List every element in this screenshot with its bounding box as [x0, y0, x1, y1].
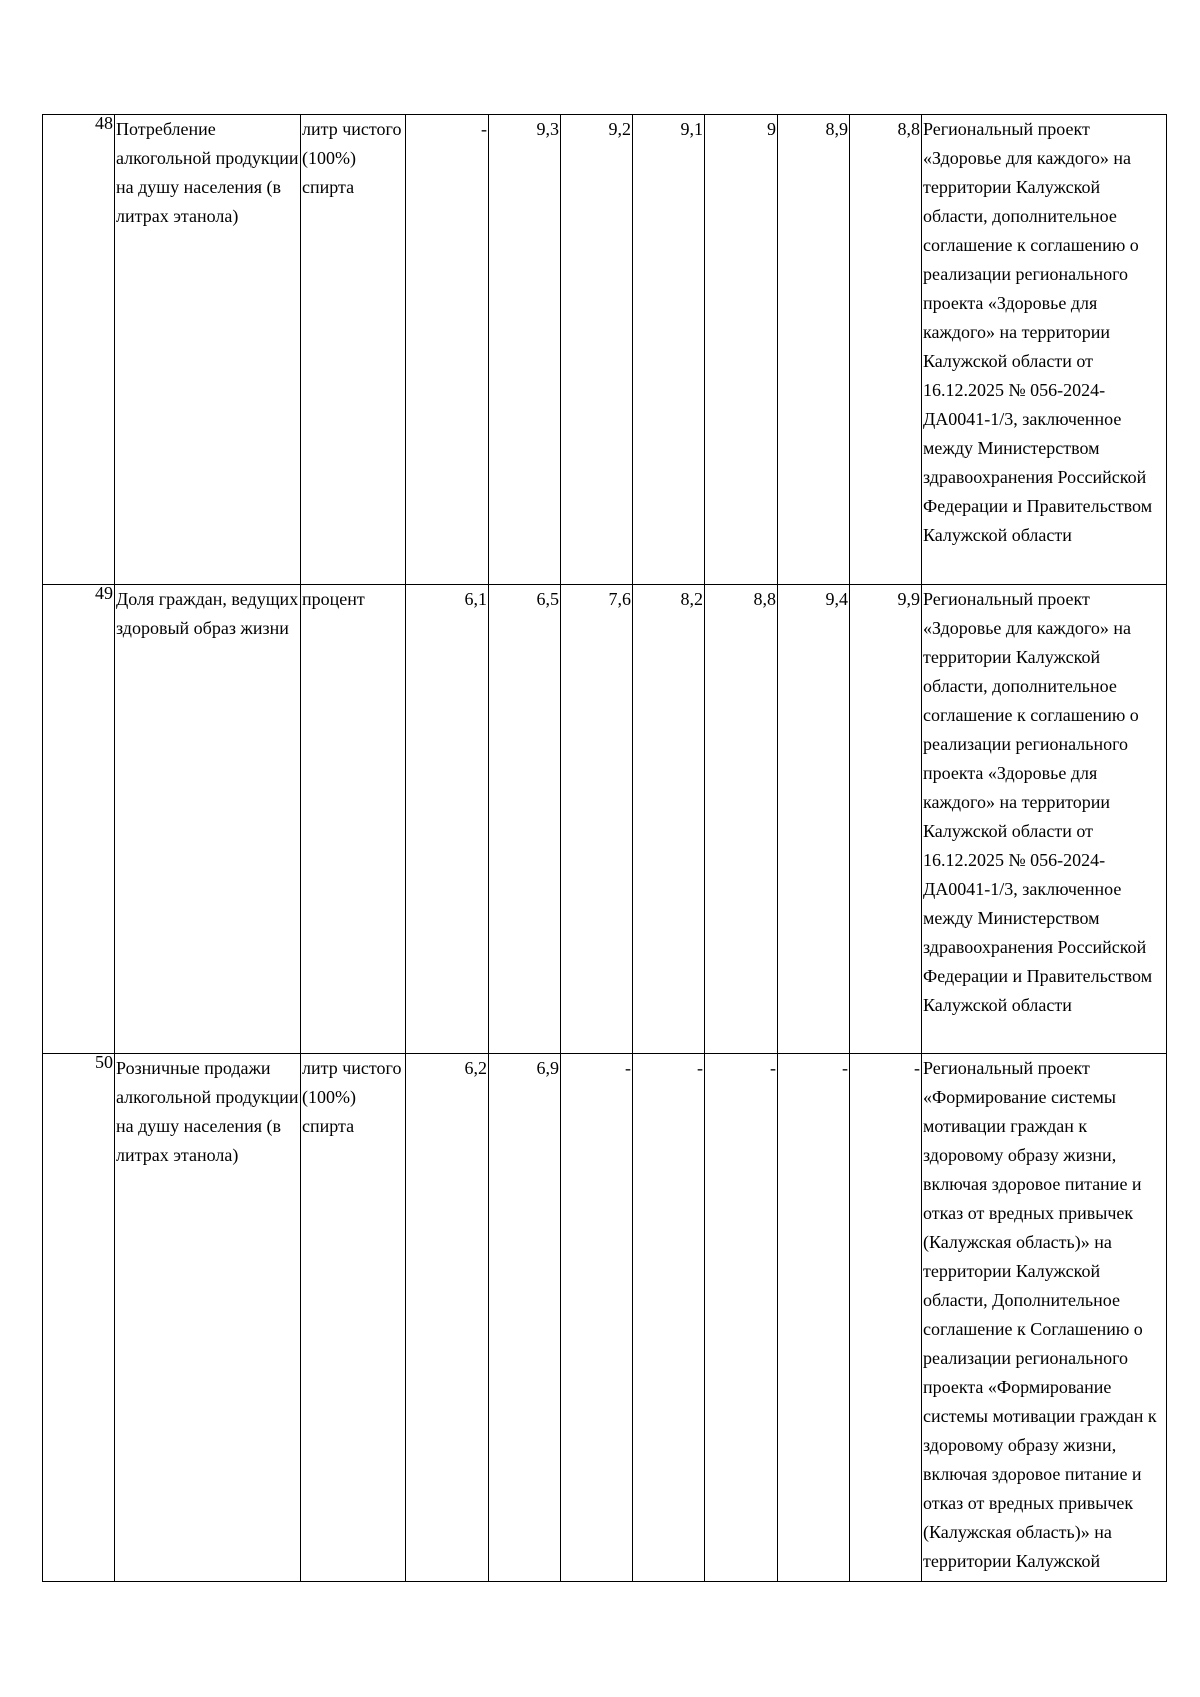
table-row: [43, 585, 1167, 1054]
source-cell: Региональный проект «Здоровье для каждого» на территории Калужской области, дополнительное соглашение к соглашению о реализации регионального проекта «Здоровье для каждого» на территории Калужской области от 16.12.2025 № 056-2024-ДА0041-1/3, заключенное между Министерством здравоохранения Российской Федерации и Правительством Калужской области: [922, 115, 1167, 585]
value-cell: 8,8: [850, 115, 922, 585]
value-cell: 9: [705, 115, 778, 585]
value-cell: -: [705, 1054, 778, 1582]
value-cell: 8,8: [705, 585, 778, 1054]
value-cell: 9,3: [489, 115, 561, 585]
value-cell: 9,9: [850, 585, 922, 1054]
value-cell: 8,9: [778, 115, 850, 585]
value-cell: 9,1: [633, 115, 705, 585]
value-cell: -: [561, 1054, 633, 1582]
value-cell: 9,2: [561, 115, 633, 585]
value-cell: -: [778, 1054, 850, 1582]
row-number: 48: [43, 115, 115, 585]
value-cell: 7,6: [561, 585, 633, 1054]
value-cell: 9,4: [778, 585, 850, 1054]
indicators-table: [42, 114, 1167, 1582]
value-cell: 6,5: [489, 585, 561, 1054]
unit-cell: литр чистого (100%) спирта: [301, 115, 406, 585]
value-cell: -: [406, 115, 489, 585]
row-number: 49: [43, 585, 115, 1054]
value-cell: 6,1: [406, 585, 489, 1054]
value-cell: -: [633, 1054, 705, 1582]
indicator-name: Потребление алкогольной продукции на душу населения (в литрах этанола): [115, 115, 301, 585]
row-number: 50: [43, 1054, 115, 1582]
indicator-name: Розничные продажи алкогольной продукции на душу населения (в литрах этанола): [115, 1054, 301, 1582]
table-row: [43, 1054, 1167, 1582]
value-cell: -: [850, 1054, 922, 1582]
value-cell: 8,2: [633, 585, 705, 1054]
value-cell: 6,2: [406, 1054, 489, 1582]
source-cell: Региональный проект «Формирование системы мотивации граждан к здоровому образу жизни, включая здоровое питание и отказ от вредных привычек (Калужская область)» на территории Калужской области, Дополнительное соглашение к Соглашению о реализации регионального проекта «Формирование системы мотивации граждан к здоровому образу жизни, включая здоровое питание и отказ от вредных привычек (Калужская область)» на территории Калужской: [922, 1054, 1167, 1582]
source-cell: Региональный проект «Здоровье для каждого» на территории Калужской области, дополнительное соглашение к соглашению о реализации регионального проекта «Здоровье для каждого» на территории Калужской области от 16.12.2025 № 056-2024-ДА0041-1/3, заключенное между Министерством здравоохранения Российской Федерации и Правительством Калужской области: [922, 585, 1167, 1054]
unit-cell: процент: [301, 585, 406, 1054]
indicator-name: Доля граждан, ведущих здоровый образ жизни: [115, 585, 301, 1054]
value-cell: 6,9: [489, 1054, 561, 1582]
table-row: [43, 115, 1167, 585]
unit-cell: литр чистого (100%) спирта: [301, 1054, 406, 1582]
